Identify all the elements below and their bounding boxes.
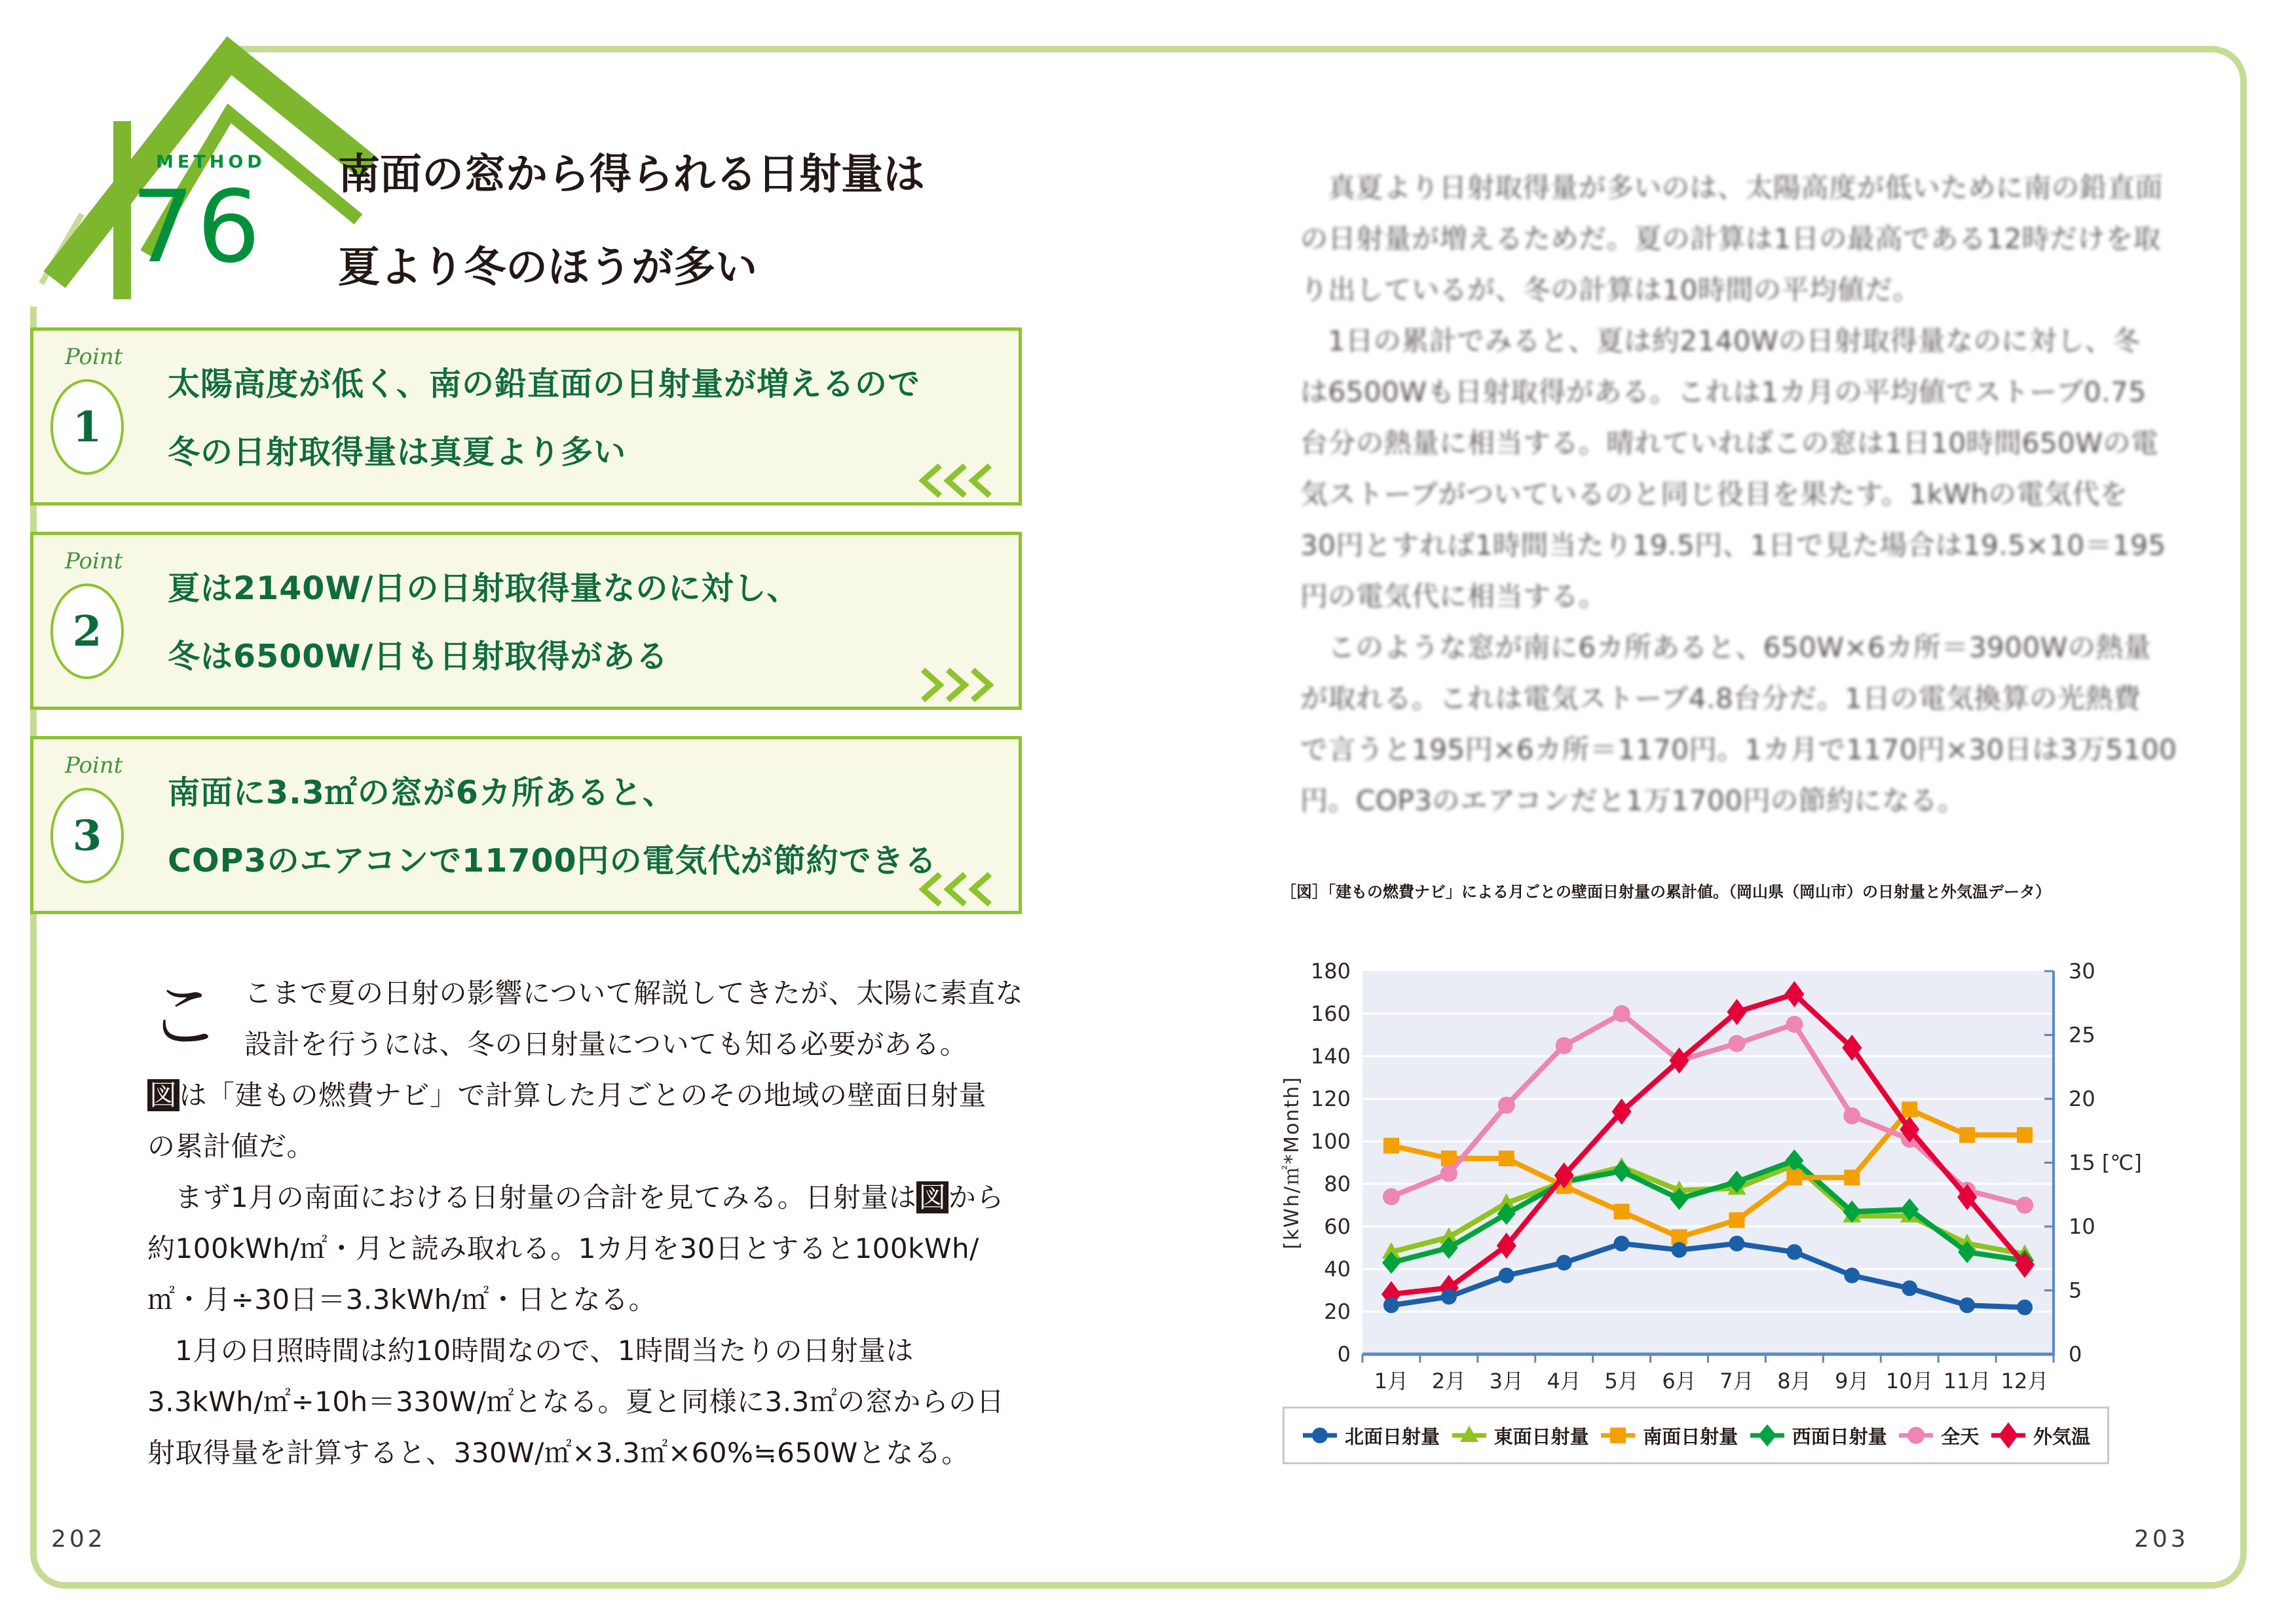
point-box-2 xyxy=(30,532,1022,710)
left-axis-tick-label: 80 xyxy=(1324,1172,1351,1196)
body-text-line: り出しているが、冬の計算は10時間の平均値だ。 xyxy=(1300,274,1921,306)
body-text-line: 1月の日照時間は約10時間なので、1時間当たりの日射量は xyxy=(175,1335,914,1367)
right-axis-tick-label: 15 [℃] xyxy=(2069,1150,2142,1175)
x-axis-tick-label: 11月 xyxy=(1943,1369,1991,1393)
point-number-badge: 2 xyxy=(50,583,124,679)
point-label: Point xyxy=(65,344,123,370)
page-number-right: 203 xyxy=(2134,1526,2189,1553)
body-text-line: 気ストーブがついているのと同じ役目を果たす。1kWhの電気代を xyxy=(1300,478,2128,510)
right-page-body xyxy=(1300,162,2194,826)
legend-marker-diamond-icon xyxy=(1749,1422,1786,1449)
legend-item-west xyxy=(1749,1422,1887,1449)
x-axis-tick-label: 3月 xyxy=(1489,1369,1524,1393)
point-text: 南面に3.3㎡の窓が6カ所あると、 COP3のエアコンで11700円の電気代が節約できる xyxy=(168,774,937,879)
x-axis-tick-label: 12月 xyxy=(2000,1369,2049,1393)
x-axis-tick-label: 4月 xyxy=(1547,1369,1581,1393)
point-text: 夏は2140W/日の日射取得量なのに対し、 冬は6500W/日も日射取得がある xyxy=(168,570,800,675)
left-axis-tick-label: 20 xyxy=(1324,1299,1351,1324)
x-axis-tick-label: 6月 xyxy=(1662,1369,1697,1393)
legend-label: 北面日射量 xyxy=(1345,1425,1440,1448)
page-title-line1: 南面の窓から得られる日射量は xyxy=(338,151,925,199)
x-axis-tick-label: 9月 xyxy=(1835,1369,1869,1393)
left-axis-tick-label: 100 xyxy=(1310,1129,1351,1154)
point-number-badge: 3 xyxy=(50,788,124,883)
point-box-1 xyxy=(30,327,1022,506)
body-text-line: 図は「建もの燃費ナビ」で計算した月ごとのその地域の壁面日射量 xyxy=(147,1070,1033,1121)
right-axis-tick-label: 20 xyxy=(2069,1086,2095,1111)
right-axis-tick-label: 0 xyxy=(2069,1342,2082,1367)
body-text-line: の累計値だ。 xyxy=(147,1130,315,1162)
body-text-line: の日射量が増えるためだ。夏の計算は1日の最高である12時だけを取 xyxy=(1300,223,2162,255)
figure-caption: ［図］「建もの燃費ナビ」による月ごとの壁面日射量の累計値。（岡山県（岡山市）の日射量と外気温データ） xyxy=(1281,883,2051,901)
left-axis-tick-label: 60 xyxy=(1324,1214,1351,1239)
body-text-line: は6500Wも日射取得がある。これは1カ月の平均値でストーブ0.75 xyxy=(1300,376,2147,408)
left-axis-tick-label: 160 xyxy=(1310,1001,1351,1026)
method-label: METHOD xyxy=(156,152,266,172)
legend-marker-circle-icon xyxy=(1898,1422,1934,1449)
right-axis-tick-label: 5 xyxy=(2069,1278,2082,1303)
body-text-line: このような窓が南に6カ所あると、650W×6カ所＝3900Wの熱量 xyxy=(1328,631,2152,663)
body-text-line: 約100kWh/㎡・月と読み取れる。1カ月を30日とすると100kWh/ xyxy=(147,1232,979,1264)
right-axis-tick-label: 30 xyxy=(2069,959,2095,984)
legend-marker-square-icon xyxy=(1600,1422,1636,1449)
chart-legend xyxy=(1283,1407,2109,1464)
body-text-line: 設計を行うには、冬の日射量についても知る必要がある。 xyxy=(244,1028,968,1060)
dropcap: こ xyxy=(147,974,221,1059)
left-axis-tick-label: 40 xyxy=(1324,1257,1351,1282)
body-text-line: ㎡・月÷30日＝3.3kWh/㎡・日となる。 xyxy=(147,1283,657,1316)
left-axis-title: [kWh/㎡*Month] xyxy=(1281,1076,1304,1249)
legend-label: 南面日射量 xyxy=(1643,1425,1738,1448)
left-axis-tick-label: 180 xyxy=(1310,959,1351,984)
legend-item-north xyxy=(1302,1422,1440,1449)
point-box-3 xyxy=(30,736,1022,914)
body-text-line: こまで夏の日射の影響について解説してきたが、太陽に素直な xyxy=(244,977,1024,1009)
left-axis-tick-label: 140 xyxy=(1310,1044,1351,1069)
legend-item-east xyxy=(1451,1422,1589,1449)
x-axis-tick-label: 5月 xyxy=(1604,1369,1639,1393)
legend-item-south xyxy=(1600,1422,1738,1449)
body-text-line: 30円とすれば1時間当たり19.5円、1日で見た場合は19.5×10＝195 xyxy=(1300,529,2166,561)
legend-item-temp xyxy=(1990,1422,2090,1449)
legend-marker-circle-icon xyxy=(1302,1422,1338,1449)
point-label: Point xyxy=(65,548,123,574)
legend-item-total xyxy=(1898,1422,1979,1449)
inverted-figure-ref: 図 xyxy=(147,1079,179,1111)
body-text-line: 円。COP3のエアコンだと1万1700円の節約になる。 xyxy=(1300,784,1966,817)
legend-label: 外気温 xyxy=(2033,1425,2090,1448)
right-axis-tick-label: 10 xyxy=(2069,1214,2095,1239)
body-text-line: 円の電気代に相当する。 xyxy=(1300,580,1607,612)
left-page-body xyxy=(147,968,1033,1479)
legend-label: 全天 xyxy=(1941,1425,1980,1448)
x-axis-tick-label: 7月 xyxy=(1719,1369,1754,1393)
x-axis-tick-label: 1月 xyxy=(1374,1369,1409,1393)
legend-label: 東面日射量 xyxy=(1493,1425,1589,1448)
plot-area xyxy=(1362,971,2054,1354)
point-number-badge: 1 xyxy=(50,379,124,475)
legend-marker-diamond-icon xyxy=(1990,1422,2027,1449)
x-axis-tick-label: 2月 xyxy=(1431,1369,1467,1393)
body-text-line: 3.3kWh/㎡÷10h＝330W/㎡となる。夏と同様に3.3㎡の窓からの日 xyxy=(147,1386,1005,1418)
chevron-left-icon xyxy=(918,462,996,500)
legend-label: 西面日射量 xyxy=(1792,1425,1887,1448)
body-text-line: 1日の累計でみると、夏は約2140Wの日射取得量なのに対し、冬 xyxy=(1328,325,2141,357)
right-axis-tick-label: 25 xyxy=(2069,1022,2095,1048)
body-text-line: で言うと195円×6カ所＝1170円。1カ月で1170円×30日は3万5100 xyxy=(1300,733,2177,766)
body-text-line: まず1月の南面における日射量の合計を見てみる。日射量は図から xyxy=(175,1181,1004,1213)
point-text: 太陽高度が低く、南の鉛直面の日射量が増えるので 冬の日射取得量は真夏より多い xyxy=(168,365,921,471)
body-text-line: 射取得量を計算すると、330W/㎡×3.3㎡×60%≒650Wとなる。 xyxy=(147,1437,969,1469)
body-text-line: 台分の熱量に相当する。晴れていればこの窓は1日10時間650Wの電 xyxy=(1300,427,2159,459)
method-number: 76 xyxy=(131,169,263,285)
inverted-figure-ref: 図 xyxy=(916,1181,948,1213)
chevron-left-icon xyxy=(918,870,996,908)
x-axis-tick-label: 8月 xyxy=(1777,1369,1812,1393)
body-text-line: が取れる。これは電気ストーブ4.8台分だ。1日の電気換算の光熱費 xyxy=(1300,682,2141,714)
point-label: Point xyxy=(65,752,123,779)
legend-marker-triangle-icon xyxy=(1451,1422,1488,1449)
page-number-left: 202 xyxy=(51,1526,106,1553)
x-axis-tick-label: 10月 xyxy=(1885,1369,1934,1393)
page-title xyxy=(338,128,925,314)
page-title-line2: 夏より冬のほうが多い xyxy=(338,244,757,292)
body-text-line: 真夏より日射取得量が多いのは、太陽高度が低いために南の鉛直面 xyxy=(1328,172,2164,204)
left-axis-tick-label: 120 xyxy=(1310,1086,1351,1111)
left-axis-tick-label: 0 xyxy=(1337,1342,1351,1367)
chevron-right-icon xyxy=(918,666,996,704)
